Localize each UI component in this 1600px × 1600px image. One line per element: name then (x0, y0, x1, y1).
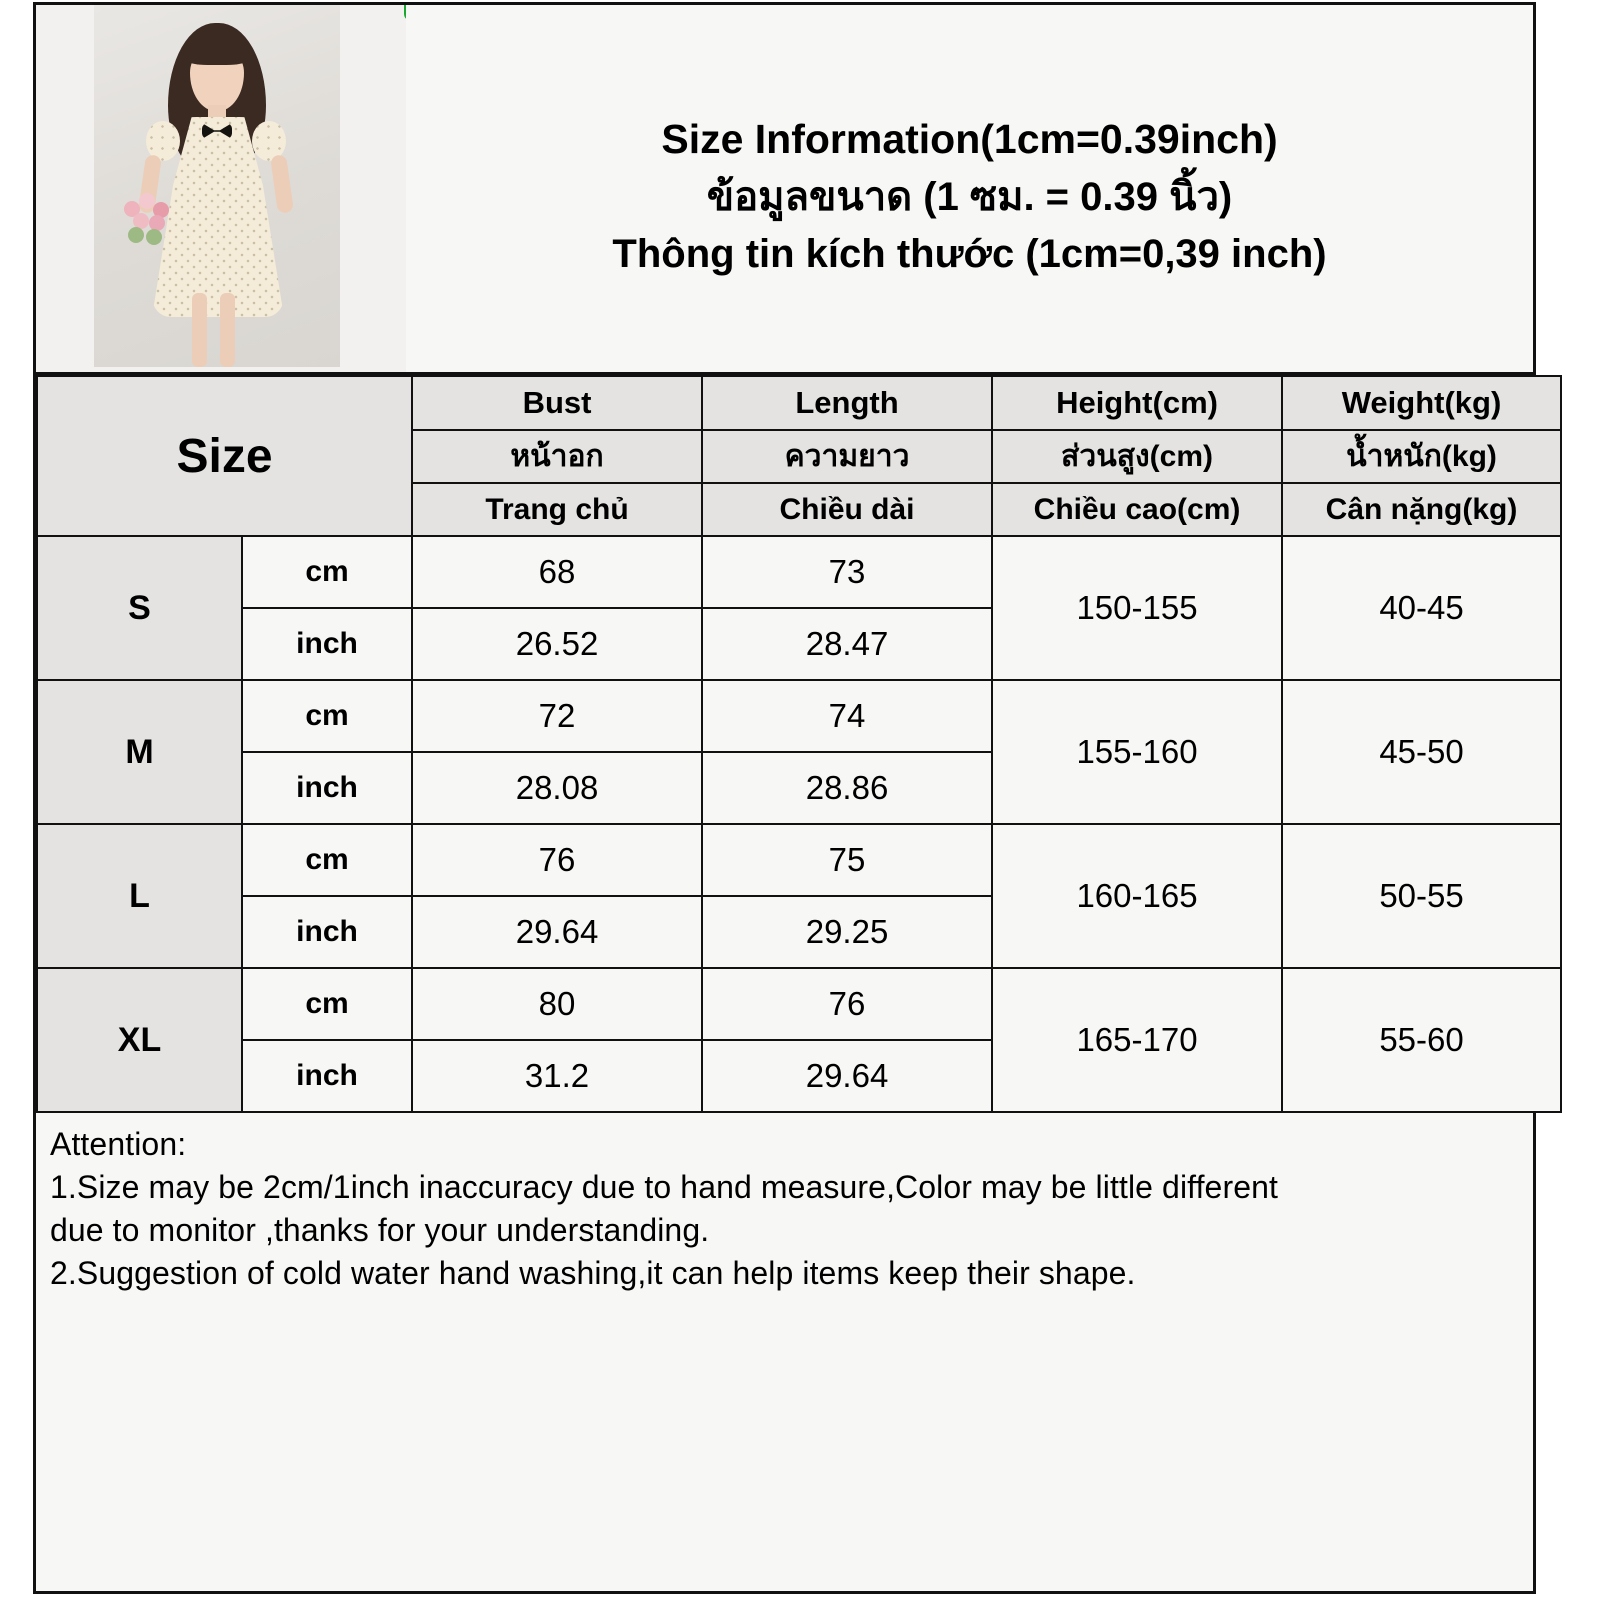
row-height-s: 150-155 (992, 536, 1282, 680)
row-unit-cm-m: cm (242, 680, 412, 752)
row-bust-inch-s: 26.52 (412, 608, 702, 680)
row-length-inch-xl: 29.64 (702, 1040, 992, 1112)
figure-leg-right (220, 293, 235, 367)
row-bust-cm-l: 76 (412, 824, 702, 896)
table-row (37, 968, 1561, 1040)
row-unit-inch-m: inch (242, 752, 412, 824)
row-bust-inch-m: 28.08 (412, 752, 702, 824)
figure-flower-bouquet (122, 193, 178, 247)
row-weight-xl: 55-60 (1282, 968, 1561, 1112)
title-line-th: ข้อมูลขนาด (1 ซม. = 0.39 นิ้ว) (706, 174, 1233, 219)
title-block (406, 5, 1533, 372)
row-unit-cm-xl: cm (242, 968, 412, 1040)
size-table (36, 375, 1562, 1113)
product-photo-cell (36, 5, 406, 372)
row-size-label-l: L (37, 824, 242, 968)
row-length-cm-m: 74 (702, 680, 992, 752)
row-bust-cm-s: 68 (412, 536, 702, 608)
col-header-weight-en: Weight(kg) (1282, 376, 1561, 430)
col-header-height-th: ส่วนสูง(cm) (992, 430, 1282, 483)
attention-line-3: 2.Suggestion of cold water hand washing,it can help items keep their shape. (50, 1254, 1136, 1291)
row-length-cm-s: 73 (702, 536, 992, 608)
row-bust-cm-xl: 80 (412, 968, 702, 1040)
row-size-label-s: S (37, 536, 242, 680)
table-row (37, 680, 1561, 752)
green-corner-marker (404, 5, 406, 21)
size-chart-sheet (33, 2, 1536, 1594)
attention-heading: Attention: (50, 1126, 187, 1163)
row-height-m: 155-160 (992, 680, 1282, 824)
row-length-cm-xl: 76 (702, 968, 992, 1040)
col-header-weight-vi: Cân nặng(kg) (1282, 483, 1561, 536)
row-unit-cm-l: cm (242, 824, 412, 896)
row-unit-cm-s: cm (242, 536, 412, 608)
attention-line-2: due to monitor ,thanks for your understanding. (50, 1211, 710, 1248)
table-header-row-en (37, 376, 1561, 430)
attention-block (36, 1113, 1533, 1295)
figure-arm-right (270, 154, 294, 214)
table-row (37, 536, 1561, 608)
row-length-inch-l: 29.25 (702, 896, 992, 968)
title-line-vi: Thông tin kích thước (1cm=0,39 inch) (612, 231, 1327, 276)
figure-leg-left (192, 293, 207, 367)
row-weight-l: 50-55 (1282, 824, 1561, 968)
row-size-label-xl: XL (37, 968, 242, 1112)
row-bust-inch-xl: 31.2 (412, 1040, 702, 1112)
attention-line-1: 1.Size may be 2cm/1inch inaccuracy due to hand measure,Color may be little different (50, 1168, 1278, 1205)
col-header-height-en: Height(cm) (992, 376, 1282, 430)
row-weight-s: 40-45 (1282, 536, 1561, 680)
row-unit-inch-xl: inch (242, 1040, 412, 1112)
row-bust-inch-l: 29.64 (412, 896, 702, 968)
col-header-height-vi: Chiều cao(cm) (992, 483, 1282, 536)
col-header-bust-vi: Trang chủ (412, 483, 702, 536)
col-header-length-en: Length (702, 376, 992, 430)
model-photo (94, 5, 340, 367)
table-row (37, 824, 1561, 896)
row-length-cm-l: 75 (702, 824, 992, 896)
title-line-en: Size Information(1cm=0.39inch) (661, 116, 1278, 163)
row-height-l: 160-165 (992, 824, 1282, 968)
row-length-inch-m: 28.86 (702, 752, 992, 824)
row-size-label-m: M (37, 680, 242, 824)
row-bust-cm-m: 72 (412, 680, 702, 752)
row-weight-m: 45-50 (1282, 680, 1561, 824)
row-unit-inch-s: inch (242, 608, 412, 680)
col-header-bust-th: หน้าอก (412, 430, 702, 483)
size-header-cell: Size (37, 376, 412, 536)
row-height-xl: 165-170 (992, 968, 1282, 1112)
col-header-length-vi: Chiều dài (702, 483, 992, 536)
row-length-inch-s: 28.47 (702, 608, 992, 680)
col-header-weight-th: น้ำหนัก(kg) (1282, 430, 1561, 483)
col-header-length-th: ความยาว (702, 430, 992, 483)
row-unit-inch-l: inch (242, 896, 412, 968)
col-header-bust-en: Bust (412, 376, 702, 430)
header-band (36, 5, 1533, 375)
